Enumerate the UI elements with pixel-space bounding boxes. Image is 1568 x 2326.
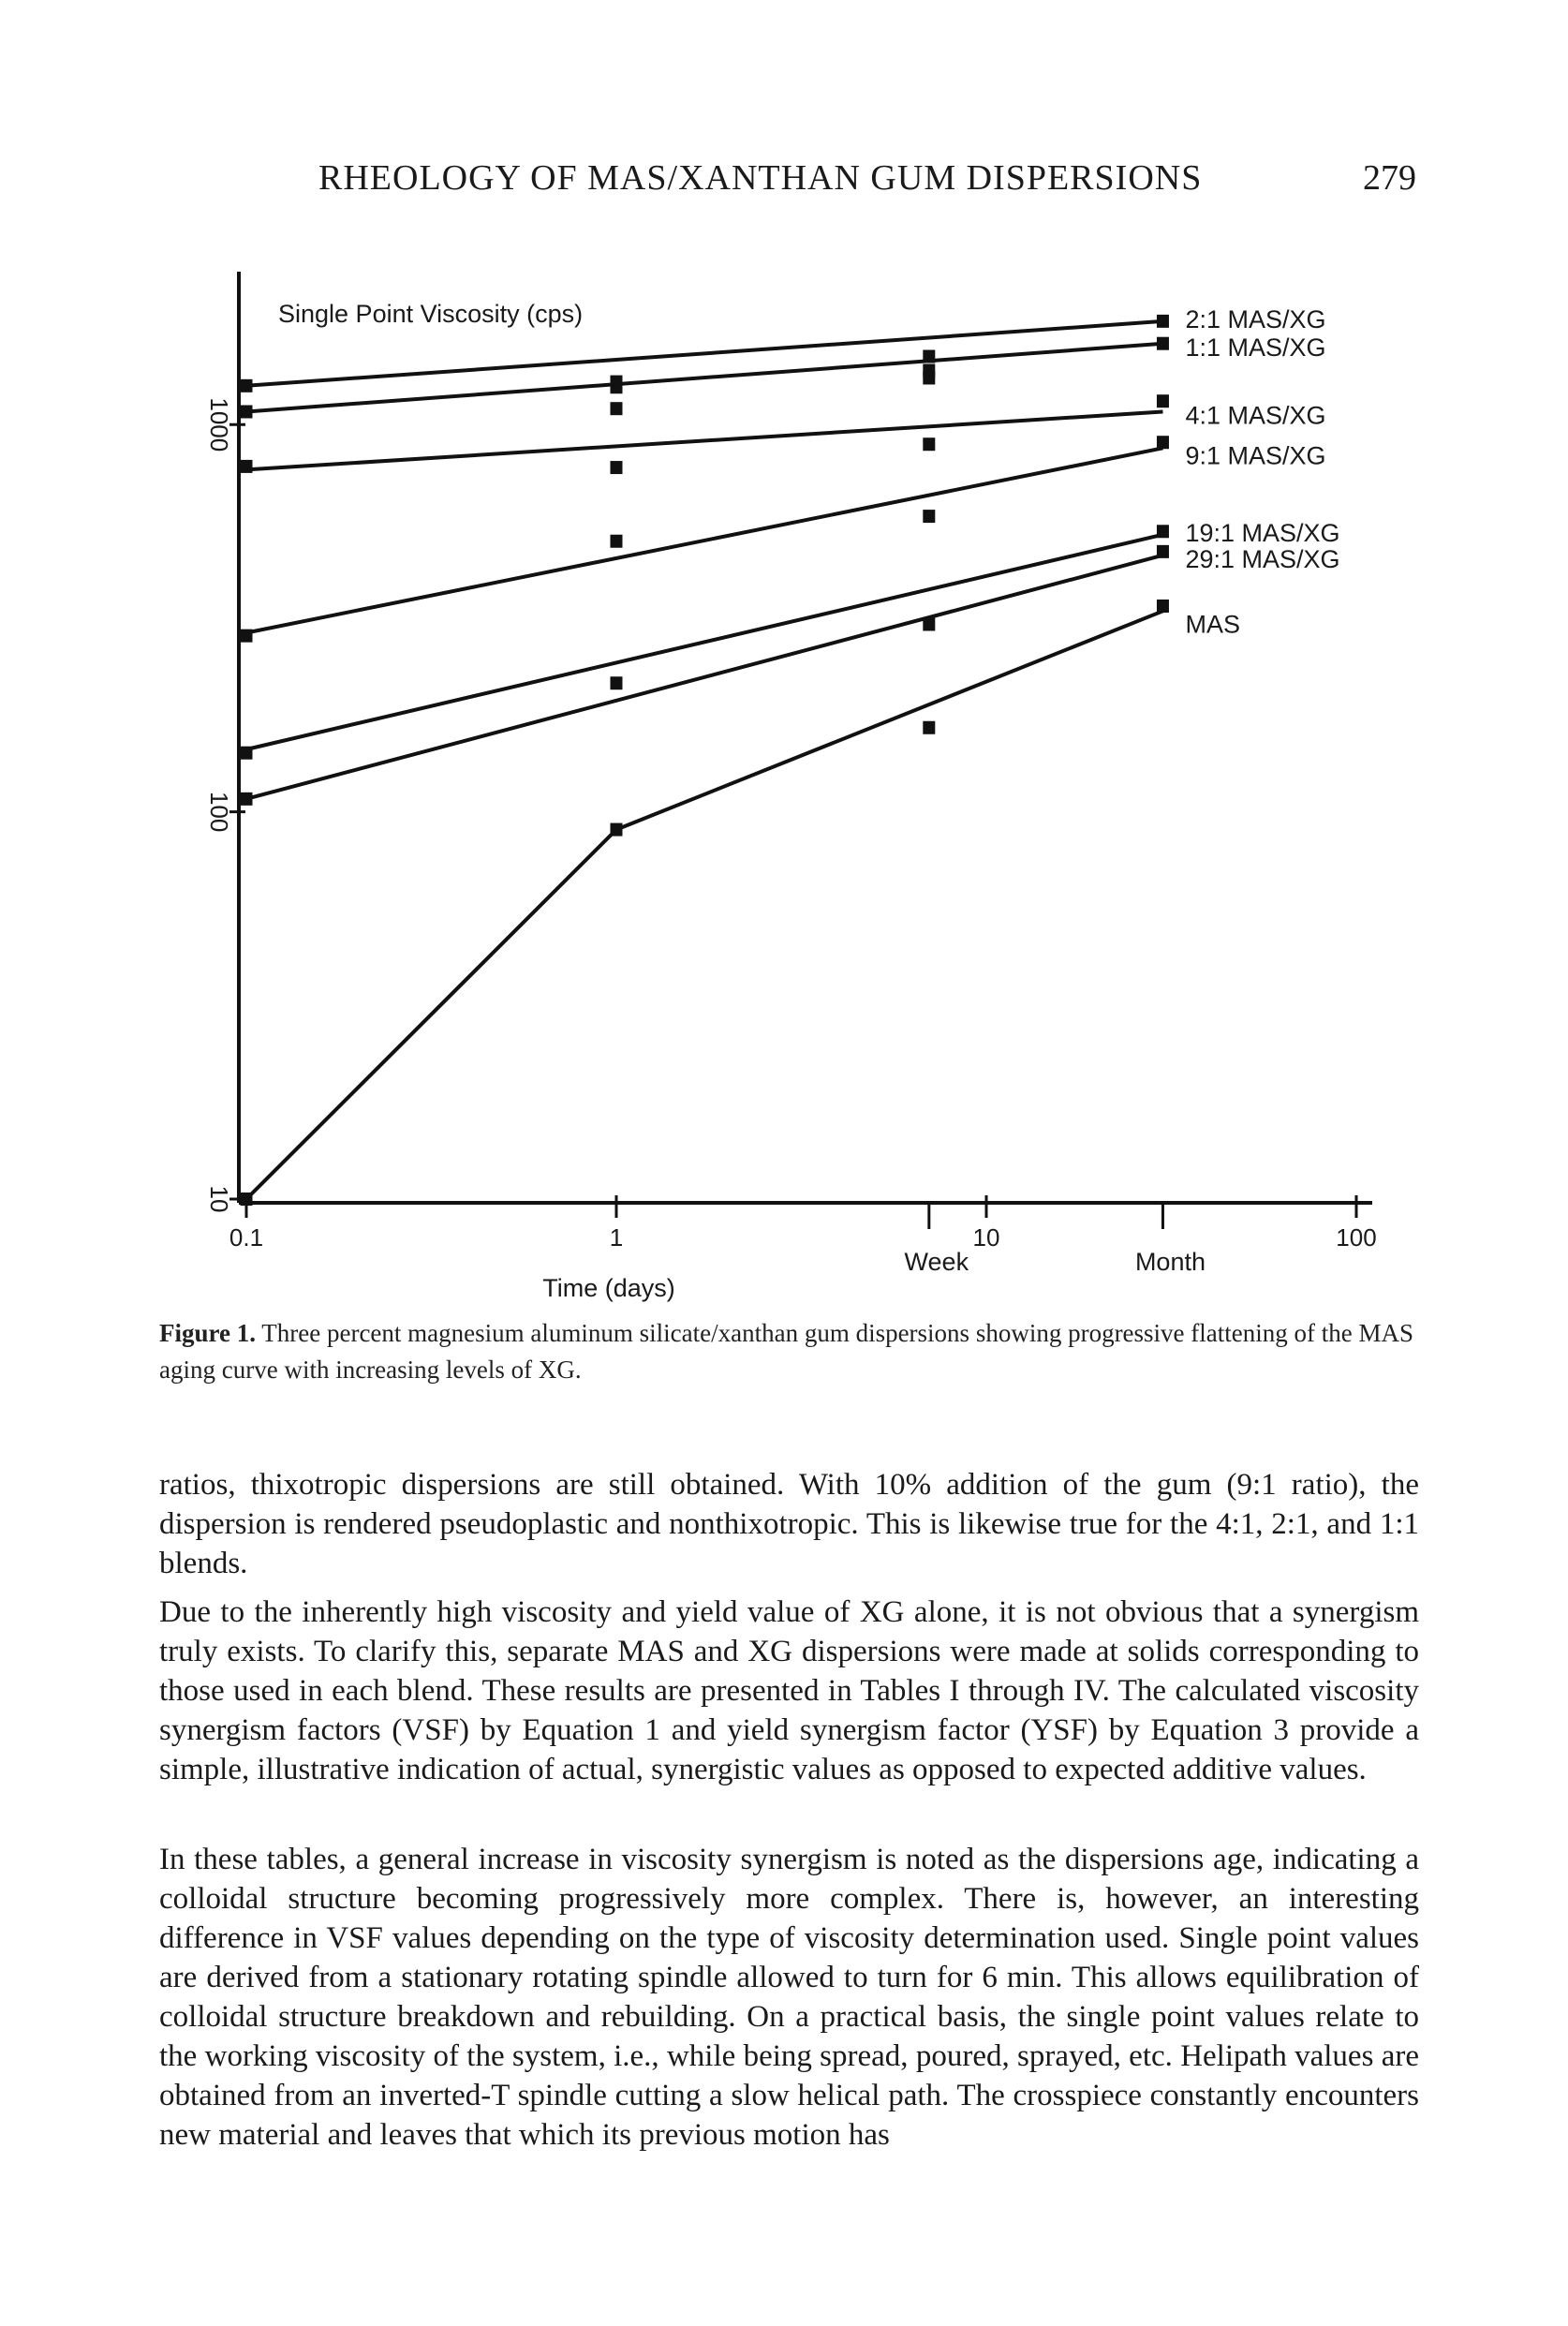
data-point [241,379,253,393]
x-tick-label: 1 [609,1223,624,1252]
running-title: RHEOLOGY OF MAS/XANTHAN GUM DISPERSIONS [318,158,1203,198]
x-marker-label: Week [904,1248,969,1276]
y-tick-label: 100 [205,791,234,833]
data-point [1157,436,1169,449]
y-tick-label: 1000 [205,397,234,452]
series-lines [246,321,1163,1199]
series-label: 29:1 MAS/XG [1185,544,1340,573]
data-point [611,402,623,415]
x-marker-label: Month [1134,1248,1206,1276]
paragraph-2: Due to the inherently high viscosity and yield value of XG alone, it is not obvious that a synergism truly exists. To clarify this, separate MAS and XG dispersions were made at solids corresponding to those used in each blend. These results are presented in Tables I through IV. The calculated viscosity synergism factors (VSF) by Equation 1 and yield synergism factor (YSF) by Equation 3 provide a simple, illustrative indication of actual, synergistic values as opposed to expected additive values. [159,1595,1419,1786]
data-point [923,510,935,523]
data-point [611,676,623,689]
body-text-2 [159,1593,1419,1789]
figure-caption-label: Figure 1. [159,1319,256,1347]
paragraph-1: ratios, thixotropic dispersions are still obtained. With 10% addition of the gum (9:1 ratio), the dispersion is rendered pseudoplastic and nonthixotropic. This is likewise true for the 4:1, 2:1, and 1:1 blends. [159,1468,1419,1580]
paragraph-3: In these tables, a general increase in viscosity synergism is noted as the dispersions age, indicating a colloidal structure becoming progressively more complex. There is, however, an interesting difference in VSF values depending on the type of viscosity determination used. Single point values are derived from a stationary rotating spindle allowed to turn for 6 min. This allows equilibration of colloidal structure breakdown and rebuilding. On a practical basis, the single point values relate to the working viscosity of the system, i.e., while being spread, poured, sprayed, etc. Helipath values are obtained from an inverted-T spindle cutting a slow helical path. The crosspiece constantly encounters new material and leaves that which its previous motion has [159,1843,1419,2152]
series-labels [1185,305,1339,638]
body-text-3 [159,1840,1419,2155]
x-axis-label: Time (days) [542,1274,675,1302]
data-point [241,630,253,643]
y-tick-label: 10 [205,1185,234,1213]
data-point [923,617,935,630]
data-point [1157,545,1169,558]
data-point [1157,394,1169,407]
y-axis-label: Single Point Viscosity (cps) [278,300,584,328]
x-tick-label: 0.1 [229,1223,264,1252]
series-line [246,611,1163,1199]
series-line [246,448,1163,632]
data-point [923,721,935,734]
data-point [611,461,623,474]
data-point [1157,315,1169,328]
figure-caption [159,1315,1419,1388]
series-label: MAS [1185,610,1240,639]
data-point [923,350,935,363]
series-label: 4:1 MAS/XG [1185,401,1326,430]
data-point [611,380,623,393]
data-point [1157,337,1169,350]
data-point [241,793,253,806]
figure-caption-text: Three percent magnesium aluminum silicate/xanthan gum dispersions showing progressive flattening of the MAS aging curve with increasing levels of XG. [159,1319,1414,1384]
series-label: 1:1 MAS/XG [1185,333,1326,362]
data-point [611,823,623,837]
data-point [241,747,253,760]
series-line [246,556,1163,799]
page-number: 279 [1363,158,1416,198]
x-tick-label: 10 [972,1223,1000,1252]
data-point [923,371,935,384]
series-label: 9:1 MAS/XG [1185,441,1326,470]
data-point [241,405,253,418]
data-point [611,535,623,548]
data-point [1157,600,1169,613]
series-line [246,412,1163,470]
series-line [246,535,1163,749]
data-point [241,1193,253,1206]
data-point [923,437,935,451]
body-text [159,1465,1419,1583]
data-points [241,315,1169,1206]
series-label: 19:1 MAS/XG [1185,518,1340,547]
series-label: 2:1 MAS/XG [1185,304,1326,333]
data-point [1157,525,1169,538]
x-tick-label: 100 [1336,1223,1377,1252]
data-point [241,460,253,473]
